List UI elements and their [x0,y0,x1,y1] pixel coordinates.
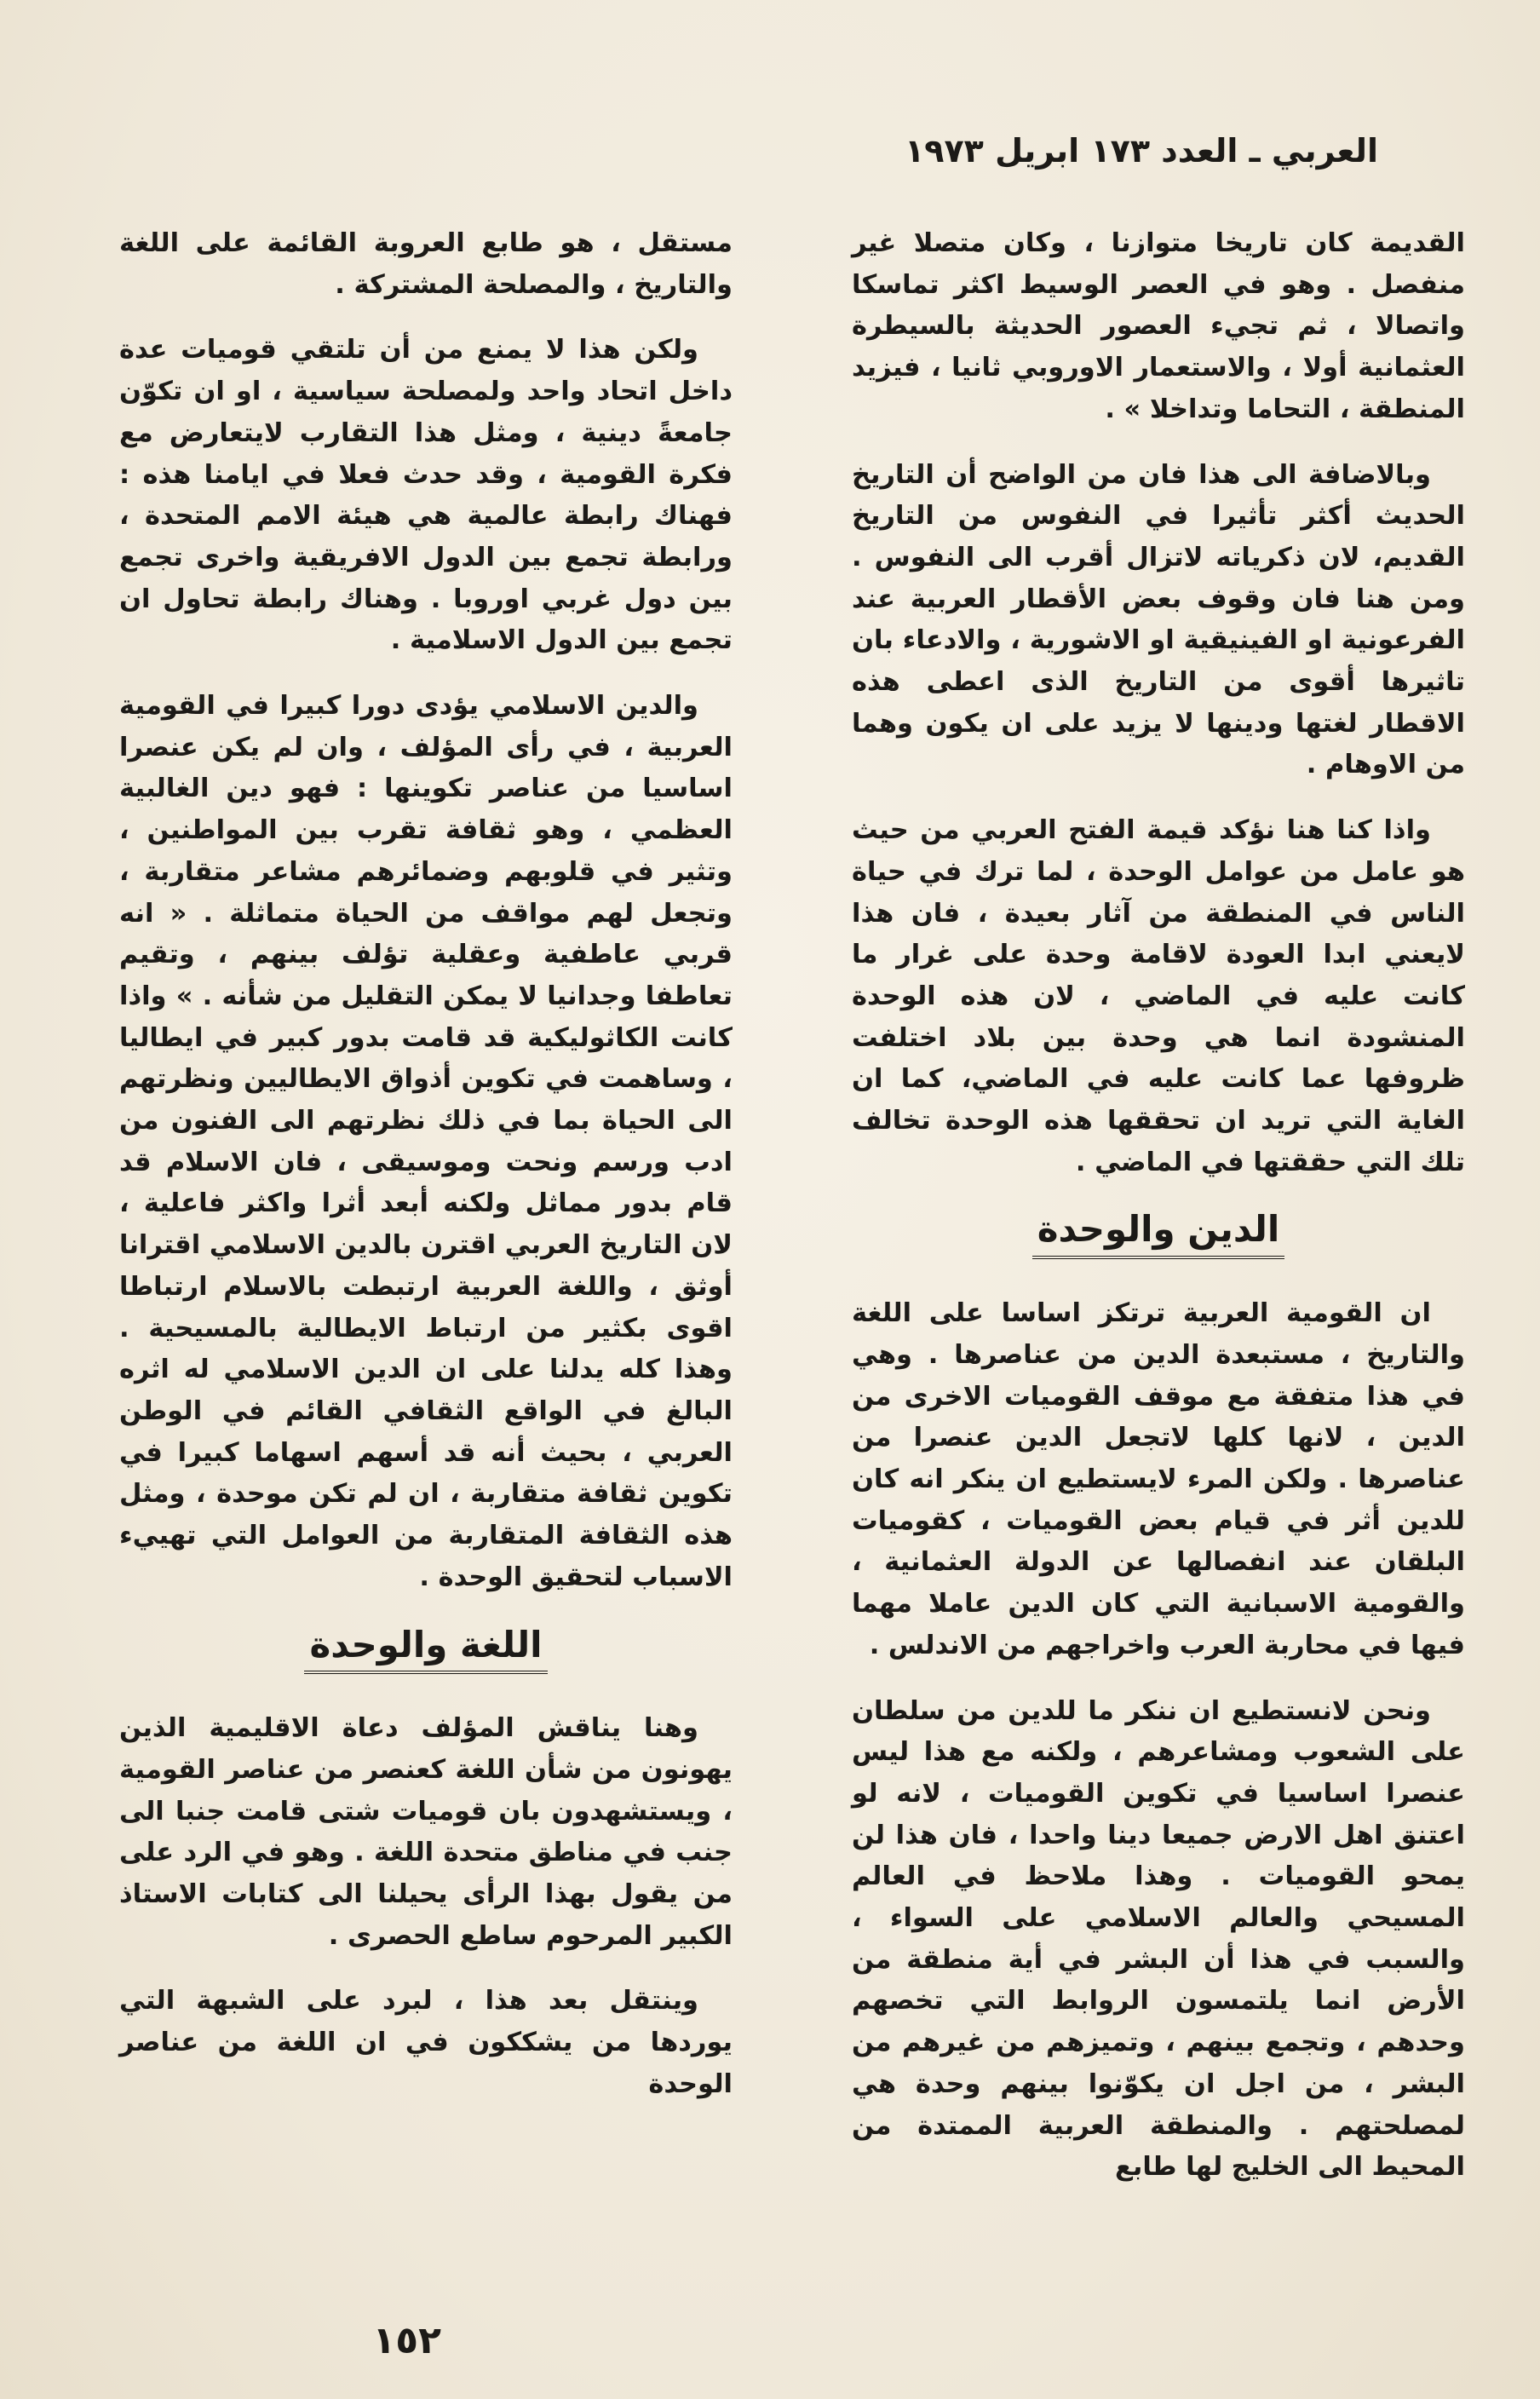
paragraph: وينتقل بعد هذا ، لبرد على الشبهة التي يوردها من يشككون في ان اللغة من عناصر الوحدة [119,1986,733,2099]
text-column-left [119,223,733,2130]
paragraph: واذا كنا هنا نؤكد قيمة الفتح العربي من حيث هو عامل من عوامل الوحدة ، لما ترك في حياة الناس في المنطقة من آثار بعيدة ، فان هذا لايعني ابدا العودة لاقامة وحدة على غرار ما كانت عليه في الماضي ، لان هذه الوحدة المنشودة انما هي وحدة بين بلاد اختلفت ظروفها عما كانت عليه في الماضي، كما ان الغاية التي تريد ان تحققها هذه الوحدة تخالف تلك التي حققتها في الماضي . [852,815,1465,1177]
paragraph: وهنا يناقش المؤلف دعاة الاقليمية الذين يهونون من شأن اللغة كعنصر من عناصر القومية ، ويستشهدون بان قوميات شتى قامت جنبا الى جنب في مناطق متحدة اللغة . وهو في الرد على من يقول بهذا الرأى يحيلنا الى كتابات الاستاذ الكبير المرحوم ساطع الحصرى . [119,1713,733,1951]
paragraph: والدين الاسلامي يؤدى دورا كبيرا في القومية العربية ، في رأى المؤلف ، وان لم يكن عنصرا اساسيا من عناصر تكوينها : فهو دين الغالبية العظمي ، وهو ثقافة تقرب بين المواطنين ، وتثير في قلوبهم وضمائرهم مشاعر متقاربة ، وتجعل لهم مواقف من الحياة متماثلة . « انه قربي عاطفية وعقلية تؤلف بينهم ، وتقيم تعاطفا وجدانيا لا يمكن التقليل من شأنه . » واذا كانت الكاثوليكية قد قامت بدور كبير في ايطاليا ، وساهمت في تكوين أذواق الايطاليين ونظرتهم الى الحياة بما في ذلك نظرتهم الى الفنون من ادب ورسم ونحت وموسيقى ، فان الاسلام قد قام بدور مماثل ولكنه أبعد أثرا واكثر فاعلية ، لان التاريخ العربي اقترن بالدين الاسلامي اقترانا أوثق ، واللغة العربية ارتبطت بالاسلام ارتباطا اقوى بكثير من ارتباط الايطالية بالمسيحية . وهذا كله يدلنا على ان الدين الاسلامي له اثره البالغ في الواقع الثقافي القائم في الوطن العربي ، بحيث أنه قد أسهم اسهاما كبيرا في تكوين ثقافة متقاربة ، ان لم تكن موحدة ، ومثل هذه الثقافة المتقاربة من العوامل التي تهييء الاسباب لتحقيق الوحدة . [119,691,733,1592]
paragraph: ولكن هذا لا يمنع من أن تلتقي قوميات عدة داخل اتحاد واحد ولمصلحة سياسية ، او ان تكوّن جامعةً دينية ، ومثل هذا التقارب لايتعارض مع فكرة القومية ، وقد حدث فعلا في ايامنا هذه : فهناك رابطة عالمية هي هيئة الامم المتحدة ، ورابطة تجمع بين الدول الافريقية واخرى تجمع بين دول غربي اوروبا . وهناك رابطة تحاول ان تجمع بين الدول الاسلامية . [119,335,733,656]
section-heading-language [119,1625,733,1675]
page-number: ١٥٢ [372,2319,441,2362]
paragraph: وبالاضافة الى هذا فان من الواضح أن التاريخ الحديث أكثر تأثيرا في النفوس من التاريخ القديم، لان ذكرياته لاتزال أقرب الى النفوس . ومن هنا فان وقوف بعض الأقطار العربية عند الفرعونية او الفينيقية او الاشورية ، والادعاء بان تاثيرها أقوى من التاريخ الذى اعطى هذه الاقطار لغتها ودينها لا يزيد على ان يكون وهما من الاوهام . [852,459,1465,780]
running-header: العربي ـ العدد ١٧٣ ابريل ١٩٧٣ [905,132,1378,170]
paragraph: القديمة كان تاريخا متوازنا ، وكان متصلا غير منفصل . وهو في العصر الوسيط اكثر تماسكا واتصالا ، ثم تجيء العصور الحديثة بالسيطرة العثمانية أولا ، والاستعمار الاوروبي ثانيا ، فيزيد المنطقة ، التحاما وتداخلا » . [852,228,1465,424]
section-heading-text: اللغة والوحدة [304,1625,547,1675]
paragraph: مستقل ، هو طابع العروبة القائمة على اللغة والتاريخ ، والمصلحة المشتركة . [119,228,733,300]
paragraph: ان القومية العربية ترتكز اساسا على اللغة والتاريخ ، مستبعدة الدين من عناصرها . وهي في هذا متفقة مع موقف القوميات الاخرى من الدين ، لانها كلها لاتجعل الدين عنصرا من عناصرها . ولكن المرء لايستطيع ان ينكر انه كان للدين أثر في قيام بعض القوميات ، كقوميات البلقان عند انفصالها عن الدولة العثمانية ، والقومية الاسبانية التي كان الدين عاملا مهما فيها في محاربة العرب واخراجهم من الاندلس . [852,1298,1465,1660]
paragraph: ونحن لانستطيع ان ننكر ما للدين من سلطان على الشعوب ومشاعرهم ، ولكنه مع هذا ليس عنصرا اساسيا في تكوين القوميات ، لانه لو اعتنق اهل الارض جميعا دينا واحدا ، فان هذا لن يمحو القوميات . وهذا ملاحظ في العالم المسيحي والعالم الاسلامي على السواء ، والسبب في هذا أن البشر في أية منطقة من الأرض انما يلتمسون الروابط التي تخصهم وحدهم ، وتجمع بينهم ، وتميزهم من غيرهم من البشر ، من اجل ان يكوّنوا بينهم وحدة هي لمصلحتهم . والمنطقة العربية الممتدة من المحيط الى الخليج لها طابع [852,1695,1465,2183]
section-heading-religion [852,1209,1465,1259]
section-heading-text: الدين والوحدة [1032,1209,1285,1259]
text-column-right [852,223,1465,2212]
